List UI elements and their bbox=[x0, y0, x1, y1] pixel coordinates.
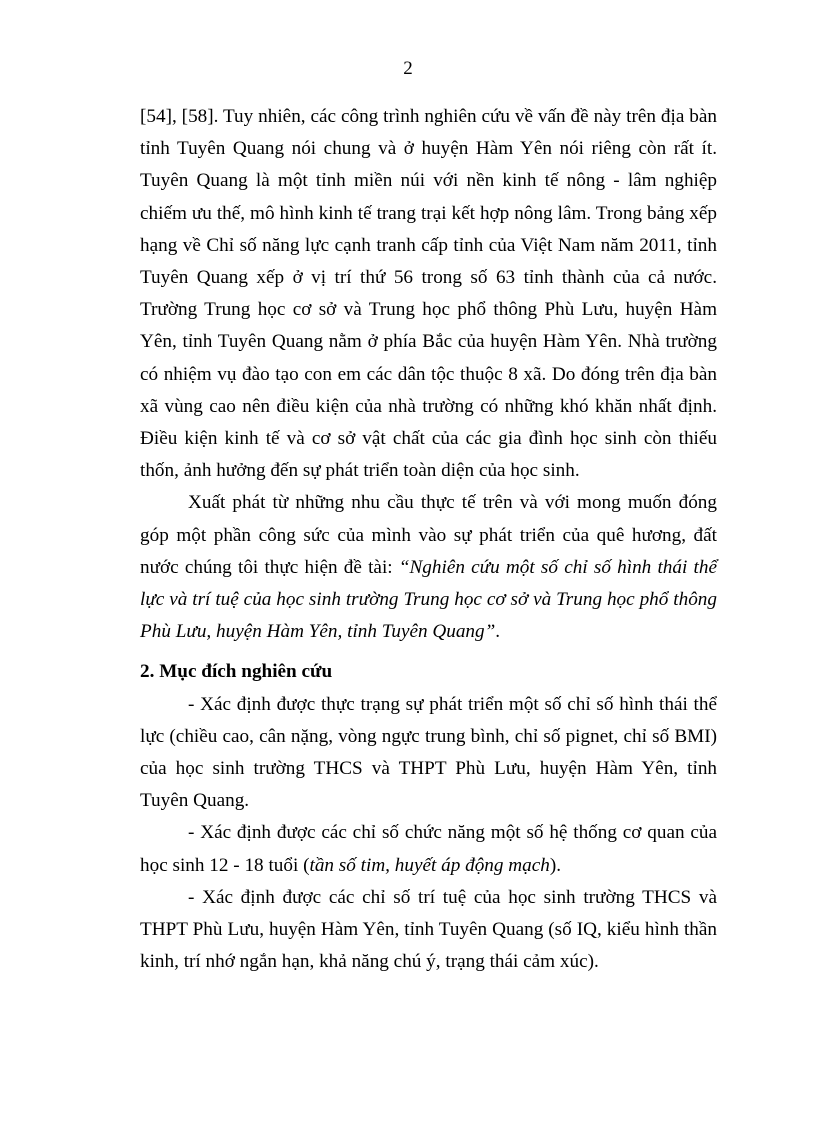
objective-item-2 bbox=[140, 817, 717, 881]
section-heading: 2. Mục đích nghiên cứu bbox=[140, 661, 333, 683]
paragraph-topic-lead: Xuất phát từ những nhu cầu thực tế trên và với mong muốn đóng góp một phần công sức của mình vào sự phát triển của quê hương, đất nước chúng tôi thực hiện đề tài: bbox=[140, 492, 717, 578]
objective-item-3: - Xác định được các chỉ số trí tuệ của học sinh trường THCS và THPT Phù Lưu, huyện Hàm Yên, tỉnh Tuyên Quang (số IQ, kiểu hình thần kinh, trí nhớ ngắn hạn, khả năng chú ý, trạng thái cảm xúc). bbox=[140, 886, 717, 973]
objective-item-2-italic: tần số tim, huyết áp động mạch bbox=[309, 854, 550, 876]
objective-item-2-tail: ). bbox=[549, 854, 562, 876]
paragraph-topic bbox=[140, 487, 717, 648]
objective-item-1: - Xác định được thực trạng sự phát triển một số chỉ số hình thái thể lực (chiều cao, cân nặng, vòng ngực trung bình, chỉ số pignet, chỉ số BMI) của học sinh trường THCS và THPT Phù Lưu, huyện Hàm Yên, tỉnh Tuyên Quang. bbox=[140, 693, 717, 812]
thesis-title: “Nghiên cứu một số chỉ số hình thái thể lực và trí tuệ của học sinh trường Trung học cơ sở và Trung học phổ thông Phù Lưu, huyện Hàm Yên, tỉnh Tuyên Quang” bbox=[140, 556, 717, 643]
page-number: 2 bbox=[403, 58, 413, 79]
paragraph-context: [54], [58]. Tuy nhiên, các công trình nghiên cứu về vấn đề này trên địa bàn tỉnh Tuyên Quang nói chung và ở huyện Hàm Yên nói riêng còn rất ít. Tuyên Quang là một tỉnh miền núi với nền kinh tế nông - lâm nghiệp chiếm ưu thế, mô hình kinh tế trang trại kết hợp nông lâm. Trong bảng xếp hạng về Chỉ số năng lực cạnh tranh cấp tỉnh của Việt Nam năm 2011, tỉnh Tuyên Quang xếp ở vị trí thứ 56 trong số 63 tỉnh thành của cả nước. Trường Trung học cơ sở và Trung học phổ thông Phù Lưu, huyện Hàm Yên, tỉnh Tuyên Quang nằm ở phía Bắc của huyện Hàm Yên. Nhà trường có nhiệm vụ đào tạo con em các dân tộc thuộc 8 xã. Do đóng trên địa bàn xã vùng cao nên điều kiện của nhà trường có những khó khăn nhất định. Điều kiện kinh tế và cơ sở vật chất của các gia đình học sinh còn thiếu thốn, ảnh hưởng đến sự phát triển toàn diện của học sinh. bbox=[140, 106, 717, 482]
body-text bbox=[140, 101, 717, 978]
objective-item-2-lead: - Xác định được các chỉ số chức năng một số hệ thống cơ quan của học sinh 12 - 18 tuổi ( bbox=[140, 822, 717, 876]
paragraph-topic-tail: . bbox=[495, 621, 501, 643]
